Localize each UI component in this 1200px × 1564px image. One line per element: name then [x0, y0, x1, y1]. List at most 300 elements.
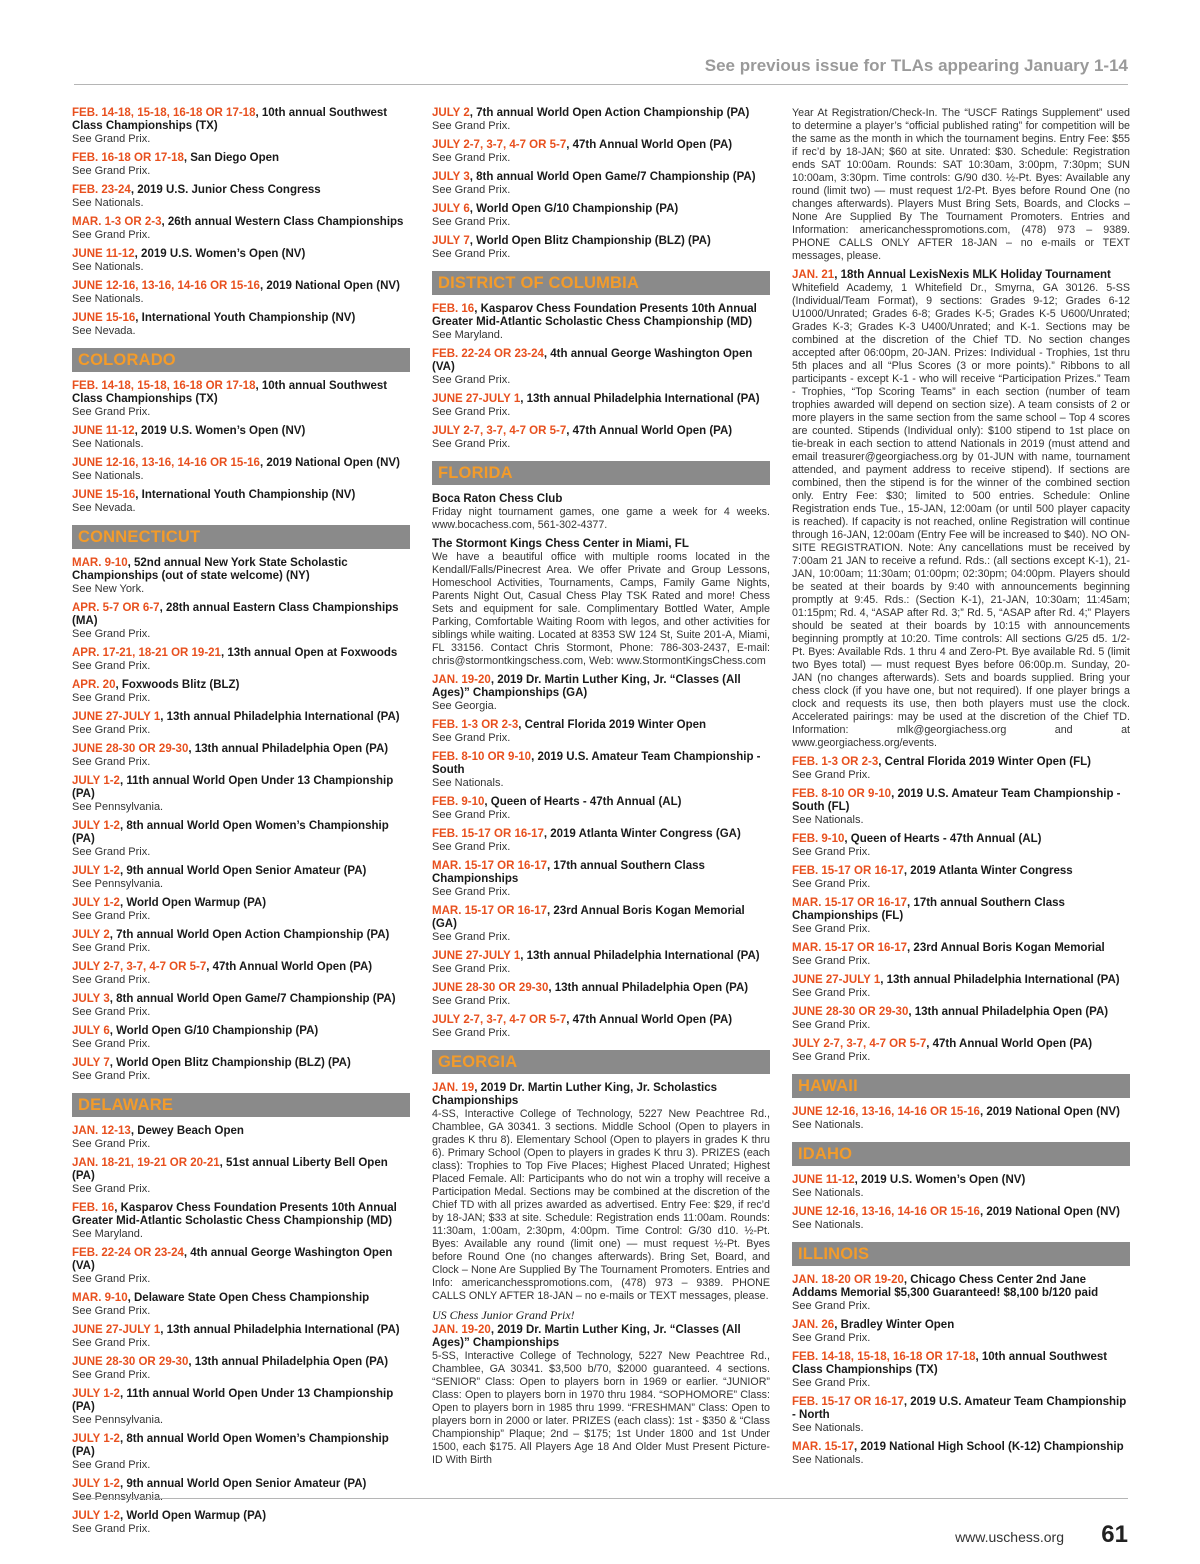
listing-date: JULY 2 — [72, 929, 110, 941]
listing-title: , 13th annual Philadelphia International (PA) — [520, 393, 760, 405]
listing-date: FEB. 16-18 OR 17-18 — [72, 152, 184, 164]
listing-title: , 10th annual Southwest Class Championships (TX) — [72, 107, 388, 132]
listing-date: JUNE 15-16 — [72, 312, 136, 324]
listing — [72, 248, 410, 274]
listing — [72, 602, 410, 641]
listing-ref: See Grand Prix. — [432, 152, 511, 164]
listing-date: FEB. 9-10 — [432, 796, 485, 808]
listing-ref: See Nationals. — [72, 293, 144, 305]
listing — [792, 897, 1130, 936]
listing-ref: See Grand Prix. — [432, 120, 511, 132]
listing-ref: See Nationals. — [72, 438, 144, 450]
listing — [792, 1441, 1130, 1467]
listing — [72, 1247, 410, 1286]
listing-title: , 47th Annual World Open (PA) — [566, 1014, 733, 1026]
listing — [72, 1324, 410, 1350]
listing-title: , 10th annual Southwest Class Championships (TX) — [72, 380, 388, 405]
listing-title: , World Open Warmup (PA) — [119, 1510, 267, 1522]
listing-date: FEB. 14-18, 15-18, 16-18 OR 17-18 — [72, 107, 256, 119]
listing — [432, 348, 770, 387]
listing — [72, 775, 410, 814]
listing-title: , 13th annual Philadelphia Open (PA) — [908, 1006, 1109, 1018]
listing-title: , International Youth Championship (NV) — [135, 489, 356, 501]
listing-ref: See Grand Prix. — [792, 769, 871, 781]
listing-date: JULY 1-2 — [72, 820, 120, 832]
listing-ref: See Grand Prix. — [72, 756, 151, 768]
listing-title: , 28th annual Eastern Class Championships (MA) — [72, 602, 399, 627]
listing-date: MAR. 15-17 OR 16-17 — [792, 942, 908, 954]
listing-date: APR. 5-7 OR 6-7 — [72, 602, 160, 614]
listing-date: JUNE 27-JULY 1 — [432, 393, 521, 405]
column-1 — [72, 107, 410, 1542]
state-heading: IDAHO — [792, 1142, 1130, 1166]
listing-date: JUNE 28-30 OR 29-30 — [72, 743, 189, 755]
listing-title: , Bradley Winter Open — [834, 1319, 955, 1331]
listing-ref: See Grand Prix. — [72, 1183, 151, 1195]
listing-date: JUNE 28-30 OR 29-30 — [72, 1356, 189, 1368]
listing-title: , 2019 Dr. Martin Luther King, Jr. “Classes (All Ages)” Championships (GA) — [432, 674, 741, 699]
listing-ref: See Nationals. — [792, 1454, 864, 1466]
listing-ref: See Grand Prix. — [72, 692, 151, 704]
listing — [432, 860, 770, 899]
listing — [72, 1125, 410, 1151]
listing — [72, 743, 410, 769]
listing — [72, 425, 410, 451]
listing — [72, 961, 410, 987]
listing-title: , 26th annual Western Class Championships — [161, 216, 404, 228]
listing — [792, 1396, 1130, 1435]
listing-title: , Foxwoods Blitz (BLZ) — [115, 679, 240, 691]
listing — [792, 1206, 1130, 1232]
listing-title: , 2019 Dr. Martin Luther King, Jr. “Classes (All Ages)” Championships — [432, 1324, 741, 1349]
listing-ref: See Grand Prix. — [72, 1337, 151, 1349]
listing-date: FEB. 22-24 OR 23-24 — [72, 1247, 184, 1259]
listing-ref: See Nationals. — [792, 1187, 864, 1199]
listing-title: , International Youth Championship (NV) — [135, 312, 356, 324]
listing-date: JULY 1-2 — [72, 865, 120, 877]
listing-date: JULY 1-2 — [72, 775, 120, 787]
listing — [432, 235, 770, 261]
listing — [72, 865, 410, 891]
listing-date: JULY 2-7, 3-7, 4-7 OR 5-7 — [72, 961, 207, 973]
listing-ref: See Grand Prix. — [432, 1027, 511, 1039]
listing-title: , 23rd Annual Boris Kogan Memorial (GA) — [432, 905, 745, 930]
listing-date: JUNE 11-12 — [72, 248, 135, 260]
listing-date: MAR. 9-10 — [72, 557, 128, 569]
listing-date: MAR. 1-3 OR 2-3 — [72, 216, 162, 228]
listing-title: , 4th annual George Washington Open (VA) — [432, 348, 753, 373]
listing-ref: See Grand Prix. — [432, 809, 511, 821]
listing — [72, 216, 410, 242]
listing-ref: See Grand Prix. — [72, 942, 151, 954]
listing-details: 4-SS, Interactive College of Technology, 5227 New Peachtree Rd., Chamblee, GA 30341. 3 sections. Middle School (Open to players in grades K thru 8). Elementary School (Open to players in grades K thru 6). Primary School (Open to players in grades K thru 3). PRIZES (each class): Trophies to Top Five Places; Highest Placed Unrated; Highest Placed Female. All: Participants who do not win a trophy will receive a Participation Medal. Sections may be combined at the discretion of the Chief TD with all prizes awarded as advertised. Entry Fee: $29, if rec’d by 18-JAN; $33 at site. Schedule: Registration ends 11:00am. Rounds: 11:30am, 1:00am, 2:30pm, 4:00pm. Time Control: G/30 d10. ½-Pt. Byes: Available any round (limit one) — must request ½-Pt. Byes before Round One (no changes afterwards). Bring Set, Board, and Clock – None Are Supplied By The Tournament Promoters. Entries and Info: americanchesspromotions.com, (478) 973 – 9389. PHONE CALLS ONLY AFTER 18-JAN – no e-mails or TEXT messages, please. — [432, 1108, 770, 1302]
listing-date: JULY 3 — [432, 171, 470, 183]
listing-ref: See Pennsylvania. — [72, 878, 164, 890]
listing-ref: See Nationals. — [792, 1119, 864, 1131]
listing-ref: See Grand Prix. — [72, 846, 151, 858]
listing-ref: See Georgia. — [432, 700, 497, 712]
listing — [72, 380, 410, 419]
listing-title: , Central Florida 2019 Winter Open — [518, 719, 707, 731]
listing-title: , 2019 National Open (NV) — [979, 1206, 1120, 1218]
listing-ref: See Grand Prix. — [72, 910, 151, 922]
listing-title: , 17th annual Southern Class Championships — [432, 860, 705, 885]
listing — [72, 557, 410, 596]
listing-date: JAN. 19-20 — [432, 674, 491, 686]
listing-ref: See Grand Prix. — [432, 931, 511, 943]
listing — [792, 1038, 1130, 1064]
listing — [792, 788, 1130, 827]
page-header — [74, 54, 1128, 85]
listing — [792, 1106, 1130, 1132]
listing — [72, 1478, 410, 1504]
listing-title: , 2019 Dr. Martin Luther King, Jr. Scholastics Championships — [432, 1082, 718, 1107]
listing-title: , 11th annual World Open Under 13 Championship (PA) — [72, 1388, 394, 1413]
listing — [72, 1025, 410, 1051]
listing — [792, 269, 1130, 750]
club-description: We have a beautiful office with multiple rooms located in the Kendall/Falls/Pinecrest Area. We offer Private and Group Lessons, Homeschool Activities, Tournaments, Camps, Family Game Nights, Parents Night Out, Casual Chess Play TSK Rated and more! Chess Sets and equipment for sale. Complimentary Bottled Water, Ample Parking, Comfortable Waiting Room with legos, and other activities for siblings while waiting. Located at 8353 SW 124 St, Suite 201-A, Miami, FL 33156. Contact Chris Stormont, Phone: 786-303-2437, E-mail: chris@stormontkingschess.com, Web: www.StormontKingsChess.com — [432, 551, 770, 667]
listing-ref: See Grand Prix. — [72, 724, 151, 736]
listing — [72, 1157, 410, 1196]
listing-ref: See Grand Prix. — [792, 1300, 871, 1312]
listing-title: , World Open G/10 Championship (PA) — [469, 203, 679, 215]
listing-ref: See Nationals. — [72, 470, 144, 482]
listing-ref: See Grand Prix. — [432, 406, 511, 418]
listing-title: , 13th annual Philadelphia International (PA) — [160, 711, 400, 723]
listing — [432, 1324, 770, 1467]
listing-date: JULY 3 — [72, 993, 110, 1005]
listing-title: , 2019 U.S. Amateur Team Championship - North — [792, 1396, 1127, 1421]
listing-title: , 2019 Atlanta Winter Congress (GA) — [543, 828, 741, 840]
listing-details: Whitefield Academy, 1 Whitefield Dr., Smyrna, GA 30126. 5-SS (Individual/Team Format), 9 sections: Grades 9-12; Grades 6-12 U1000/Unrated; Grades 6-8; Grades K-5; Grades K-5 U600/Unrated; Grades K-3; Grades K-3 U400/Unrated; and K-1. Sections may be combined at the discretion of the Chief TD. No section changes accepted after 06:00pm, 20-JAN. Prizes: Individual - Trophies, 1st thru 5th places and all “Plus Scores (3 or more points).” Ribbons to all participants - except K-1 - who will receive “Participation Prizes.” Team - Trophies, “Top Scoring Teams” in each section (number of team trophies awarded will depend on section size). A team consists of 2 or more players in the same section from the same school – Top 4 scores are counted. Stipends (Individual only): $100 stipend to 1st place on tie-break in each section to attend Nationals in 2019 (must attend and email treasurer@georgiachess.org by 01-JUN with name, tournament attended, and payment address to receive stipend). If sections are combined, then the stipend is for the winner of the combined section only. Entry Fee: $30; limited to 500 entries. Schedule: Online Registration ends Tue., 15-JAN, 12:00am (or until 500 player capacity is reached). If capacity is not reached, online Registration will continue through 16-JAN, 12:00am (Entry Fee will be increased to $40). NO ON-SITE REGISTRATION. Note: Any cancellations must be received by 7:00am 21 JAN to receive a refund. Rds.: (all sections except K-1), 21-JAN, 10:00am; 11:30am; 01:00pm; 02:30pm; 04:00pm. Players should be seated at their boards by 9:40 with announcements beginning promptly at 9:45. Rds.: (Section K-1), 21-JAN, 10:30am; 11:45am; 01:15pm; Rd. 4, “ASAP after Rd. 3;” Rd. 5, “ASAP after Rd. 4;” Players should be seated at their boards by 10:15 with announcements beginning promptly at 10:20. Time controls: All sections G/25 d5. 1/2-Pt. Byes: Available Rds. 1 thru 4 and Zero-Pt. Bye available Rd. 5 (limit two Byes total) — must request Byes before 06:00p.m. Sunday, 20-JAN (no changes afterwards). Sets and boards supplied. Bring your chess clock (if you have one, but not required). If one player brings a clock and requests its use, then both players must use the clock. Accelerated pairings: may be used at the discretion of the Chief TD. Information: mlk@georgiachess.org and at www.georgiachess.org/events. — [792, 282, 1130, 749]
listing-date: JAN. 12-13 — [72, 1125, 131, 1137]
listing — [72, 1356, 410, 1382]
listing — [72, 489, 410, 515]
listing-ref: See Nationals. — [792, 814, 864, 826]
listing-title: , 2019 U.S. Amateur Team Championship - South (FL) — [792, 788, 1121, 813]
listing-date: JAN. 18-21, 19-21 OR 20-21 — [72, 1157, 220, 1169]
listing — [792, 1174, 1130, 1200]
listing-ref: See Grand Prix. — [72, 1369, 151, 1381]
listing-date: MAR. 15-17 OR 16-17 — [432, 905, 548, 917]
listing-title: , 13th annual Philadelphia Open (PA) — [188, 1356, 389, 1368]
listing-title: , World Open Blitz Championship (BLZ) (PA) — [469, 235, 711, 247]
listing-date: FEB. 14-18, 15-18, 16-18 OR 17-18 — [792, 1351, 976, 1363]
listing-ref: See Grand Prix. — [72, 974, 151, 986]
listing-ref: See Grand Prix. — [792, 846, 871, 858]
listing — [72, 820, 410, 859]
listing-ref: See Grand Prix. — [432, 438, 511, 450]
listing-ref: See Grand Prix. — [72, 1305, 151, 1317]
listing — [432, 828, 770, 854]
listing — [792, 1274, 1130, 1313]
listing-title: , Delaware State Open Chess Championship — [127, 1292, 370, 1304]
listing-title: , 8th annual World Open Game/7 Championship (PA) — [109, 993, 396, 1005]
listing-date: JULY 2-7, 3-7, 4-7 OR 5-7 — [432, 139, 567, 151]
continued-details: Year At Registration/Check-In. The “USCF Ratings Supplement” used to determine a player’s “official published rating” for competition will be the same as the month in which the tournament begins. Entry Fee: $55 if rec’d by 18-JAN; $60 at site. Unrated: $30. Schedule: Registration ends SAT 10:00am. Rounds: SAT 10:30am, 3:00pm, 7:30pm; SUN 10:00am, 3:30pm. Time controls: G/90 d30. ½-Pt. Byes: Available any round (limit two) — must request 1/2-Pt. Byes before Round One (no changes afterwards). Players Must Bring Sets, Boards, and Clocks – None Are Supplied By The Tournament Promoters. Entries and Information: americanchesspromotions.com, (478) 973 – 9389. PHONE CALLS ONLY AFTER 18-JAN – no e-mails or TEXT messages, please. — [792, 107, 1130, 262]
listing-ref: See Grand Prix. — [72, 406, 151, 418]
listing-date: JULY 7 — [72, 1057, 110, 1069]
listing — [72, 312, 410, 338]
listing-title: , 13th annual Philadelphia International (PA) — [160, 1324, 400, 1336]
listing-title: , 47th Annual World Open (PA) — [926, 1038, 1093, 1050]
listing-title: , Chicago Chess Center 2nd Jane Addams Memorial $5,300 Guaranteed! $8,100 b/120 paid — [792, 1274, 1099, 1299]
listing — [432, 425, 770, 451]
listing-ref: See Grand Prix. — [72, 165, 151, 177]
listing — [72, 1433, 410, 1472]
listing-title: , Central Florida 2019 Winter Open (FL) — [878, 756, 1091, 768]
listing-date: FEB. 16 — [432, 303, 475, 315]
listing-date: JULY 1-2 — [72, 1510, 120, 1522]
listing-details: 5-SS, Interactive College of Technology, 5227 New Peachtree Rd., Chamblee, GA 30341. $3,500 b/70, $2000 guaranteed. 4 sections. “SENIOR” Class: Open to players born in 1969 or earlier. “JUNIOR” Class: Open to players born in 1970 thru 1984. “SOPHOMORE” Class: Open to players born in 1985 thru 1999. “FRESHMAN” Class: Open to players born in 2000 or later. PRIZES (each class): 1st - $350 & “Class Championship” Plaque; 2nd – $175; 1st Under 1800 and 1st Under 1500, each $175. All Players Age 18 And Older Must Present Picture-ID With Birth — [432, 1350, 770, 1466]
listing-title: , 10th annual Southwest Class Championships (TX) — [792, 1351, 1108, 1376]
listing-date: JUNE 11-12 — [72, 425, 135, 437]
listing-title: , 2019 U.S. Junior Chess Congress — [130, 184, 321, 196]
listing-title: , 2019 National Open (NV) — [259, 457, 400, 469]
listing-ref: See Grand Prix. — [432, 374, 511, 386]
listing-title: , 47th Annual World Open (PA) — [206, 961, 373, 973]
listing-ref: See Grand Prix. — [792, 955, 871, 967]
listing-date: MAR. 15-17 OR 16-17 — [792, 897, 908, 909]
state-heading: DELAWARE — [72, 1093, 410, 1117]
listing-date: JUNE 27-JULY 1 — [792, 974, 881, 986]
listing-date: JUNE 12-16, 13-16, 14-16 OR 15-16 — [72, 457, 260, 469]
site-url: www.uschess.org — [955, 1529, 1064, 1545]
listing-title: , 2019 U.S. Women’s Open (NV) — [134, 425, 306, 437]
listing-date: JAN. 21 — [792, 269, 835, 281]
listing-ref: See Grand Prix. — [792, 987, 871, 999]
listing-date: JULY 1-2 — [72, 1433, 120, 1445]
listing-ref: See Maryland. — [432, 329, 503, 341]
listing — [72, 1388, 410, 1427]
state-heading: ILLINOIS — [792, 1242, 1130, 1266]
listing-title: , 7th annual World Open Action Championship (PA) — [109, 929, 390, 941]
listing-ref: See Grand Prix. — [432, 963, 511, 975]
listing-ref: See Grand Prix. — [432, 886, 511, 898]
listing-title: , 2019 National Open (NV) — [259, 280, 400, 292]
listing-date: JUNE 12-16, 13-16, 14-16 OR 15-16 — [792, 1206, 980, 1218]
column-3 — [792, 107, 1130, 1473]
listing — [792, 974, 1130, 1000]
state-heading: FLORIDA — [432, 461, 770, 485]
listing-date: JAN. 26 — [792, 1319, 835, 1331]
listing — [792, 1351, 1130, 1390]
listing-date: FEB. 9-10 — [792, 833, 845, 845]
listing-date: FEB. 15-17 OR 16-17 — [792, 1396, 904, 1408]
listing-title: , Queen of Hearts - 47th Annual (AL) — [844, 833, 1042, 845]
listing-date: JUNE 27-JULY 1 — [72, 1324, 161, 1336]
listing-ref: See Grand Prix. — [792, 878, 871, 890]
listing-title: , 2019 U.S. Women’s Open (NV) — [854, 1174, 1026, 1186]
listing — [432, 1082, 770, 1303]
listing-date: FEB. 16 — [72, 1202, 115, 1214]
listing — [432, 719, 770, 745]
club-name: Boca Raton Chess Club — [432, 493, 563, 505]
listing-title: , 8th annual World Open Women’s Championship (PA) — [72, 820, 389, 845]
listing — [72, 1510, 410, 1536]
listing-title: , World Open Blitz Championship (BLZ) (PA) — [109, 1057, 351, 1069]
listing-ref: See Grand Prix. — [792, 1019, 871, 1031]
listing-date: JULY 6 — [72, 1025, 110, 1037]
listing-ref: See Grand Prix. — [792, 1377, 871, 1389]
listing — [432, 905, 770, 944]
listing-title: , 9th annual World Open Senior Amateur (PA) — [119, 1478, 367, 1490]
listing — [432, 751, 770, 790]
listing-title: , 8th annual World Open Women’s Championship (PA) — [72, 1433, 389, 1458]
listing-ref: See Nationals. — [792, 1422, 864, 1434]
state-heading: COLORADO — [72, 348, 410, 372]
listing — [432, 171, 770, 197]
listing-date: FEB. 8-10 OR 9-10 — [792, 788, 892, 800]
listing-date: JUNE 28-30 OR 29-30 — [792, 1006, 909, 1018]
listing — [432, 1014, 770, 1040]
listing-ref: See Nationals. — [792, 1219, 864, 1231]
club-name: The Stormont Kings Chess Center in Miami, FL — [432, 538, 689, 550]
listing-title: , 51st annual Liberty Bell Open (PA) — [72, 1157, 388, 1182]
listing-ref: See Nevada. — [72, 502, 136, 514]
listing-title: , Queen of Hearts - 47th Annual (AL) — [484, 796, 682, 808]
listing-date: APR. 17-21, 18-21 OR 19-21 — [72, 647, 221, 659]
listing-date: MAR. 15-17 — [792, 1441, 854, 1453]
listing-ref: See Grand Prix. — [792, 923, 871, 935]
listing-date: JAN. 19 — [432, 1082, 475, 1094]
listing — [432, 107, 770, 133]
listing-date: JUNE 12-16, 13-16, 14-16 OR 15-16 — [72, 280, 260, 292]
listing-date: FEB. 1-3 OR 2-3 — [792, 756, 879, 768]
listing-ref: See Grand Prix. — [792, 1332, 871, 1344]
listing-ref: See Grand Prix. — [432, 248, 511, 260]
listing — [432, 393, 770, 419]
listing-date: JULY 1-2 — [72, 897, 120, 909]
listing — [72, 711, 410, 737]
listing-date: JUNE 28-30 OR 29-30 — [432, 982, 549, 994]
listing-date: JUNE 11-12 — [792, 1174, 855, 1186]
listing-ref: See Grand Prix. — [72, 628, 151, 640]
listing-ref: See Grand Prix. — [72, 1273, 151, 1285]
listing-ref: See Grand Prix. — [72, 1459, 151, 1471]
listing — [72, 152, 410, 178]
listing-date: JULY 7 — [432, 235, 470, 247]
listing-date: JULY 1-2 — [72, 1478, 120, 1490]
listing — [792, 756, 1130, 782]
listing — [72, 993, 410, 1019]
listing — [72, 929, 410, 955]
listing — [72, 647, 410, 673]
listing-date: JUNE 27-JULY 1 — [72, 711, 161, 723]
listing-ref: See Nationals. — [432, 777, 504, 789]
listing-ref: See Grand Prix. — [72, 1523, 151, 1535]
listing — [72, 107, 410, 146]
listing-title: , Dewey Beach Open — [130, 1125, 244, 1137]
listing-ref: See Grand Prix. — [72, 1138, 151, 1150]
club-listing — [432, 493, 770, 532]
listing — [72, 679, 410, 705]
listing-title: , World Open G/10 Championship (PA) — [109, 1025, 319, 1037]
listing-title: , 52nd annual New York State Scholastic Championships (out of state welcome) (NY) — [72, 557, 348, 582]
listing-ref: See Pennsylvania. — [72, 1491, 164, 1503]
listing — [432, 796, 770, 822]
listing-ref: See Pennsylvania. — [72, 1414, 164, 1426]
listing-date: FEB. 22-24 OR 23-24 — [432, 348, 544, 360]
listing-date: JAN. 18-20 OR 19-20 — [792, 1274, 904, 1286]
listing — [792, 865, 1130, 891]
listing-title: , 13th annual Philadelphia Open (PA) — [188, 743, 389, 755]
listing-date: JUNE 15-16 — [72, 489, 136, 501]
listing-ref: See Grand Prix. — [432, 841, 511, 853]
listing-title: , 47th Annual World Open (PA) — [566, 425, 733, 437]
listing-date: FEB. 23-24 — [72, 184, 131, 196]
page-number: 61 — [1101, 1521, 1128, 1548]
listing-ref: See Grand Prix. — [72, 133, 151, 145]
listing-title: , 13th annual Philadelphia International (PA) — [520, 950, 760, 962]
listing-ref: See Grand Prix. — [72, 660, 151, 672]
listing-title: , World Open Warmup (PA) — [119, 897, 267, 909]
listing — [792, 1006, 1130, 1032]
listing-ref: See Grand Prix. — [792, 1051, 871, 1063]
state-heading: DISTRICT OF COLUMBIA — [432, 271, 770, 295]
listing — [792, 1319, 1130, 1345]
listing-ref: See Grand Prix. — [72, 1006, 151, 1018]
listing-title: , 13th annual Philadelphia Open (PA) — [548, 982, 749, 994]
listing-date: FEB. 8-10 OR 9-10 — [432, 751, 532, 763]
listing-title: , 8th annual World Open Game/7 Championship (PA) — [469, 171, 756, 183]
listing-date: JULY 2 — [432, 107, 470, 119]
listing-ref: See Maryland. — [72, 1228, 143, 1240]
listing-title: , 4th annual George Washington Open (VA) — [72, 1247, 393, 1272]
listing-date: FEB. 15-17 OR 16-17 — [792, 865, 904, 877]
listing-title: , 17th annual Southern Class Championships (FL) — [792, 897, 1065, 922]
listing-date: APR. 20 — [72, 679, 116, 691]
listing-title: , 9th annual World Open Senior Amateur (PA) — [119, 865, 367, 877]
state-heading: GEORGIA — [432, 1050, 770, 1074]
listing-title: , 23rd Annual Boris Kogan Memorial — [907, 942, 1105, 954]
listing-date: JULY 2-7, 3-7, 4-7 OR 5-7 — [432, 425, 567, 437]
state-heading: HAWAII — [792, 1074, 1130, 1098]
listing-date: MAR. 15-17 OR 16-17 — [432, 860, 548, 872]
listing-title: , Kasparov Chess Foundation Presents 10th Annual Greater Mid-Atlantic Scholastic Chess Championship (MD) — [72, 1202, 397, 1227]
listing-ref: See Grand Prix. — [72, 1070, 151, 1082]
listing — [72, 457, 410, 483]
listing-ref: See Pennsylvania. — [72, 801, 164, 813]
listing-date: FEB. 15-17 OR 16-17 — [432, 828, 544, 840]
club-description: Friday night tournament games, one game a week for 4 weeks. www.bocachess.com, 561-302-4377. — [432, 506, 770, 531]
listing-date: JAN. 19-20 — [432, 1324, 491, 1336]
listing-title: , San Diego Open — [183, 152, 280, 164]
listing-title: , 11th annual World Open Under 13 Championship (PA) — [72, 775, 394, 800]
listing-date: JULY 1-2 — [72, 1388, 120, 1400]
listing — [72, 184, 410, 210]
club-listing — [432, 538, 770, 668]
listing-title: , 13th annual Open at Foxwoods — [220, 647, 398, 659]
listing-date: JUNE 12-16, 13-16, 14-16 OR 15-16 — [792, 1106, 980, 1118]
listing-date: JULY 6 — [432, 203, 470, 215]
listing-ref: See Grand Prix. — [432, 732, 511, 744]
listing — [72, 1202, 410, 1241]
listing-date: FEB. 1-3 OR 2-3 — [432, 719, 519, 731]
listing-ref: See Grand Prix. — [432, 184, 511, 196]
listing-ref: See Nationals. — [72, 261, 144, 273]
listing — [432, 982, 770, 1008]
listing-ref: See Nationals. — [72, 197, 144, 209]
listing — [72, 897, 410, 923]
listing-title: , 2019 Atlanta Winter Congress — [903, 865, 1073, 877]
listing-title: , 2019 U.S. Women’s Open (NV) — [134, 248, 306, 260]
listing — [792, 833, 1130, 859]
listing — [432, 139, 770, 165]
listing — [432, 674, 770, 713]
listing-ref: See New York. — [72, 583, 145, 595]
listing-title: , 47th Annual World Open (PA) — [566, 139, 733, 151]
